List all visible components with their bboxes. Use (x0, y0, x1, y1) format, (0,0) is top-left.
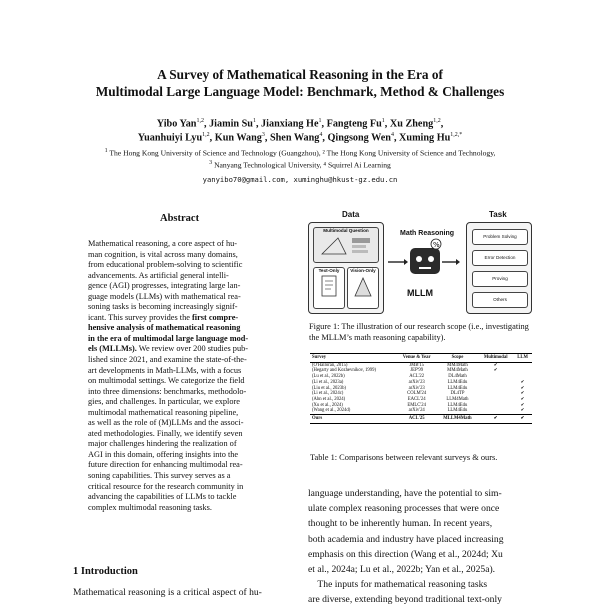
body-text-line: emphasis on this direction (Wang et al., 2024d; Xu (308, 548, 503, 560)
table-cell: LLM4Edu (447, 402, 468, 408)
abstract-line: on multimodal settings. We categorize the field (88, 376, 245, 386)
abstract-line: Mathematical reasoning, a core aspect of hu- (88, 239, 238, 248)
col-multimodal: Multimodal (478, 354, 513, 363)
table-cell: ✔ (520, 385, 525, 391)
body-text-line: The inputs for mathematical reasoning tasks (308, 579, 488, 591)
table-cell: COLM'24 (407, 391, 427, 397)
task-panel (466, 222, 532, 314)
author-name: Jianxiang He (261, 118, 319, 130)
abstract-bold-fragment: els (MLLMs). (88, 344, 137, 354)
abstract-line: AGI in this domain, offering insights into the (88, 449, 239, 459)
mllm-robot-icon (386, 238, 462, 284)
math-reasoning-label: Math Reasoning (400, 230, 455, 237)
table-cell: arXiv'23 (408, 379, 425, 385)
paper-title-line-2: Multimodal Large Language Model: Benchmark, Method & Challenges (95, 84, 505, 99)
table-cell: (O'Halloran, 2015) (312, 362, 348, 368)
document-icon (318, 274, 340, 300)
table-cell: LLM4Math (446, 396, 469, 402)
table-cell: ✔ (520, 379, 525, 385)
introduction-first-line: Mathematical reasoning is a critical aspect of hu- (73, 587, 262, 598)
abstract-fragment: icant. This survey provides the (88, 312, 192, 322)
affiliation-line-2 (0, 158, 600, 171)
vision-only-box (347, 267, 379, 309)
abstract-line: advancing the capabilities of LLMs to tackle (88, 492, 237, 502)
abstract-line: from educational problem-solving to scientific (88, 260, 243, 270)
task-others: Others (472, 292, 528, 308)
author-name: Xuming Hu (399, 132, 451, 144)
data-panel (308, 222, 384, 314)
abstract-fragment: We review over 200 studies pub- (136, 344, 249, 354)
abstract-line: guage models (LLMs) with mathematical rea- (88, 291, 241, 301)
abstract-bold-fragment: first compre- (192, 312, 239, 322)
table-cell: (Li et al., 2024c) (312, 391, 344, 397)
abstract-line: art developments in Math-LLMs, with a focus (88, 365, 242, 375)
table-cell: JMB'15 (409, 362, 424, 368)
author-affiliation-mark: 1,2,* (450, 132, 463, 138)
comparison-table (310, 353, 532, 424)
body-text-line: ulate complex reasoning processes that were once (308, 503, 500, 515)
abstract-heading: Abstract (160, 213, 200, 224)
authors-line-2: Yuanhuiyi Lyu$^{1,2}$, Kun Wang$^3$, Shen Wang$^4$, Qingsong Wen$^4$, Xuming $Hu^{1,2,*}$ (137, 132, 463, 144)
abstract-line: as well as the role of (M)LLMs and the associ- (88, 418, 244, 428)
author-name: Fangteng Fu (326, 118, 382, 130)
body-text-line: both academia and industry have placed increasing (308, 533, 504, 545)
abstract-line: critical resource for the research community in (88, 481, 244, 491)
table-cell: DL4TP (450, 391, 465, 397)
author-affiliation-mark: 3 (261, 132, 265, 138)
table-cell: LLM4Edu (447, 408, 468, 414)
affiliation-mark: 1 (104, 148, 108, 154)
triangle-diagram-icon (352, 274, 374, 300)
abstract-line: ated methodologies. Finally, we identify seven (88, 428, 243, 438)
figure-task-label: Task (489, 210, 507, 219)
table-cell: (Xu et al., 2024) (312, 402, 343, 408)
table-cell: MLLM4Math (437, 415, 478, 424)
table-cell: (Hegarty and Kozhevnikov, 1999) (312, 368, 376, 374)
table-cell: arXiv'24 (408, 408, 425, 414)
introduction-heading: 1 Introduction (73, 566, 138, 577)
svg-text:%: % (433, 241, 440, 249)
author-name: Jiamin Su (209, 118, 253, 130)
author-affiliation-mark: 4 (390, 132, 394, 138)
col-venue: Venue & Year (396, 354, 436, 363)
author-affiliation-mark: 1 (252, 118, 256, 124)
body-text-line: language understanding, have the potential to sim- (308, 488, 502, 499)
abstract-line: soning capabilities. This survey serves as a (88, 471, 231, 481)
task-error-detection: Error Detection (472, 250, 528, 266)
figure-1-caption: Figure 1: The illustration of our research scope (i.e., investigating the MLLM’s math reasoning capability). (309, 322, 529, 342)
table-cell: JEP'99 (410, 368, 424, 374)
author-affiliation-mark: 1 (381, 118, 385, 124)
table-cell: Ours (310, 415, 396, 424)
table-cell: (Li et al., 2023a) (312, 379, 344, 385)
author-affiliation-mark: 1 (318, 118, 322, 124)
right-column-text (308, 486, 534, 608)
abstract-line: into three dimensions: benchmarks, methodolo- (88, 386, 247, 396)
abstract-line: advancements. As artificial general intelli- (88, 270, 229, 280)
table-cell: LLM4Edu (447, 379, 468, 385)
table-header-row (310, 354, 532, 363)
vision-only-label: Vision-Only (350, 268, 376, 273)
abstract-line: multimodal mathematical reasoning pipeline, (88, 407, 239, 417)
table-cell: EMLC'24 (407, 402, 426, 408)
table-cell: arXiv'23 (408, 385, 425, 391)
abstract-line: in the era of multimodal large language mod- (88, 333, 249, 343)
body-text-line: et al., 2024a; Lu et al., 2022b; Yan et al., 2025a). (308, 564, 496, 576)
text-only-box (313, 267, 345, 309)
paper-title-line-1: A Survey of Mathematical Reasoning in the Era of (157, 67, 443, 82)
mllm-label: MLLM (407, 288, 433, 298)
abstract-line: soning tasks is becoming increasingly signif- (88, 302, 238, 312)
body-text-line: thought to be inherently human. In recent years, (308, 518, 493, 530)
table-cell: ACL'25 (396, 415, 436, 424)
table-cell: ✔ (520, 396, 525, 402)
geometry-diagram-icon (316, 234, 376, 258)
abstract-line (88, 313, 284, 324)
abstract-line: gies, and challenges. In particular, we explore (88, 397, 240, 407)
table-cell: ✔ (520, 408, 525, 414)
col-llm: LLM (513, 354, 532, 363)
table-1-caption: Table 1: Comparisons between relevant surveys & ours. (310, 453, 498, 462)
table-cell: LLM4Edu (447, 385, 468, 391)
col-survey: Survey (310, 354, 396, 363)
table-cell: ✔ (493, 362, 498, 368)
authors-line-1: Yibo Yan$^{1,2}$, Jiamin Su$^1$, Jianxiang He$^1$, Fangteng Fu$^1$, Xu Zheng$^{1,2}$, (156, 118, 444, 130)
author-name: Yuanhuiyi Lyu (137, 132, 203, 144)
table-cell: ✔ (478, 415, 513, 424)
author-name: Qingsong Wen (327, 132, 391, 144)
affiliation-text-1: The Hong Kong University of Science and Technology (Guangzhou), ² The Hong Kong University of Science and Technology, (109, 148, 496, 158)
text-only-label: Text-Only (318, 268, 340, 273)
abstract-line: complex multimodal reasoning tasks. (88, 502, 212, 512)
table-cell: (Wang et al., 2024d) (312, 408, 351, 414)
table-cell: (Ahn et al., 2024) (312, 396, 346, 402)
table-cell: MM4Math (447, 362, 468, 368)
table-cell: DL4Math (448, 374, 467, 380)
table-cell: (Lu et al., 2022b) (312, 374, 345, 380)
abstract-line: man cognition, is vital across many domains, (88, 249, 238, 259)
contact-email[interactable]: yanyibo70@gmail.com, xuminghu@hkust-gz.edu.cn (202, 175, 398, 184)
abstract-line: hensive analysis of mathematical reasoning (88, 323, 241, 333)
task-problem-solving: Problem Solving (472, 229, 528, 245)
abstract-line: future direction for enhancing multimodal rea- (88, 460, 243, 470)
abstract-line (88, 344, 284, 355)
figure-data-label: Data (342, 210, 360, 219)
author-affiliation-mark: 1,2 (202, 132, 210, 138)
table-cell: ✔ (520, 391, 525, 397)
table-cell: ✔ (520, 402, 525, 408)
table-cell: ACL'22 (409, 374, 425, 380)
author-affiliation-mark: 1,2 (433, 118, 441, 124)
body-text-line: are diverse, extending beyond traditional text-only (308, 594, 502, 606)
author-affiliation-mark: 4 (319, 132, 323, 138)
affiliation-mark: 3 (209, 160, 213, 166)
table-cell: MM4Math (447, 368, 468, 374)
abstract-line: lished since 2021, and examine the state-of-the- (88, 355, 247, 365)
author-name: Shen Wang (269, 132, 320, 144)
abstract-line: gence (AGI) progresses, integrating large lan- (88, 281, 241, 291)
table-cell: (Liu et al., 2023b) (312, 385, 346, 391)
author-name: Yibo Yan (156, 118, 197, 130)
affiliation-text-2: Nanyang Technological University, ⁴ Squirrel Ai Learning (214, 160, 391, 170)
abstract-line: major challenges hindering the realization of (88, 439, 237, 449)
table-row (310, 415, 532, 424)
table-cell: ✔ (513, 415, 532, 424)
task-proving: Proving (472, 271, 528, 287)
author-name: Kun Wang (214, 132, 262, 144)
col-scope: Scope (437, 354, 478, 363)
multimodal-question-label: Multimodal Question (323, 228, 369, 233)
multimodal-question-box (313, 227, 379, 263)
table-cell: ✔ (493, 368, 498, 374)
figure-1 (308, 208, 533, 313)
table-cell: EACL'24 (407, 396, 426, 402)
abstract-body (88, 239, 284, 513)
author-affiliation-mark: 1,2 (196, 118, 204, 124)
author-name: Xu Zheng (389, 118, 434, 130)
